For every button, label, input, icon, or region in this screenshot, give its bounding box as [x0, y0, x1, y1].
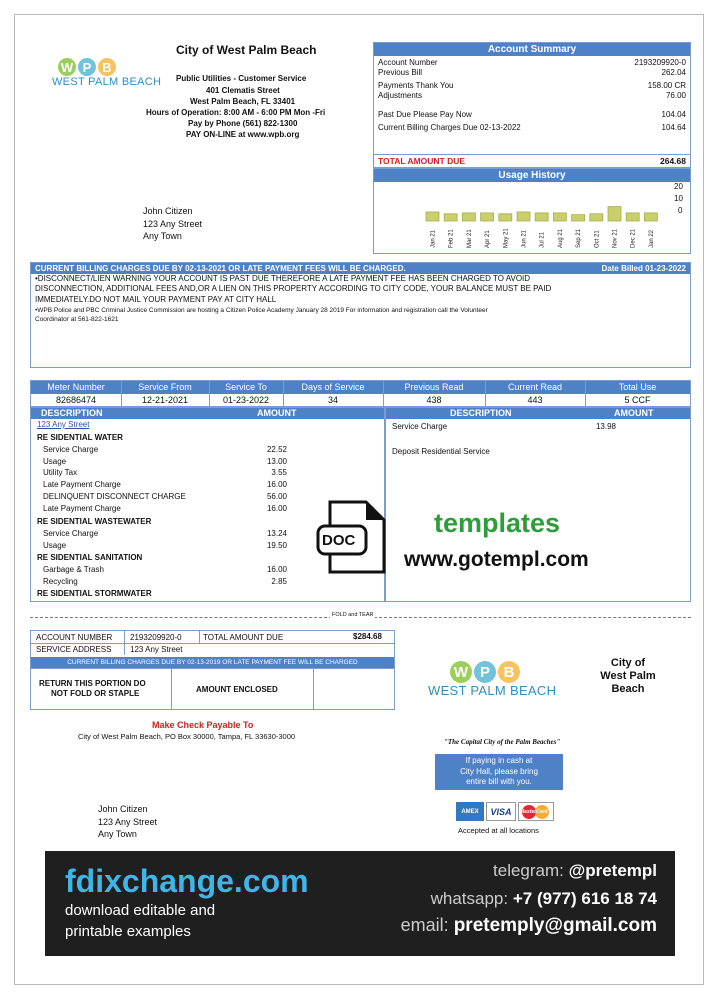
summary-row: Adjustments 76.00 — [378, 90, 686, 100]
right-item-label: Service Charge — [392, 422, 448, 431]
charge-item-amount: 19.50 — [266, 540, 287, 550]
charge-item-amount: 13.24 — [266, 529, 287, 538]
charge-item-amount: 16.00 — [266, 564, 287, 574]
notice-line: Coordinator at 561-822-1621 — [35, 316, 119, 323]
stub-acct-value: 2193209920-0 — [130, 633, 182, 642]
customer-town: Any Town — [143, 231, 182, 241]
promo-brand: fdixchange.com — [65, 863, 309, 899]
return-line: NOT FOLD OR STAPLE — [51, 689, 140, 698]
charge-item-amount: 22.52 — [266, 445, 287, 454]
usage-x-label: Jan 21 — [430, 229, 437, 248]
mastercard-label: MasterCard — [520, 809, 548, 815]
cash-line: City Hall, please bring — [460, 766, 538, 776]
whatsapp-line: whatsapp: +7 (977) 616 18 74 — [430, 889, 657, 908]
usage-chart — [374, 183, 690, 253]
meter-hdr: Service From — [138, 382, 192, 392]
usage-bar — [517, 212, 530, 221]
amt-hdr-left: AMOUNT — [257, 408, 297, 418]
stub-svc-value: 123 Any Street — [130, 645, 183, 654]
customer-street: 123 Any Street — [143, 219, 203, 229]
charge-item-label: Service Charge — [43, 445, 99, 454]
charge-section-title: RE SIDENTIAL SANITATION — [37, 553, 143, 562]
meter-val: 443 — [527, 395, 543, 405]
usage-bar — [462, 213, 475, 221]
charge-item-label: Service Charge — [43, 529, 99, 538]
account-summary — [373, 42, 691, 168]
meter-table — [30, 380, 691, 407]
logo-letter-b: B — [498, 661, 520, 683]
total-due-row: TOTAL AMOUNT DUE 264.68 — [378, 156, 686, 166]
visa-icon: VISA — [486, 802, 516, 821]
charge-item-amount: 16.00 — [266, 480, 287, 489]
mastercard-icon — [518, 802, 554, 821]
meter-val: 82686474 — [55, 395, 97, 405]
usage-bar — [426, 212, 439, 221]
stub-total-value: $284.68 — [353, 632, 382, 641]
meter-hdr: Days of Service — [301, 382, 365, 392]
telegram-line: telegram: @pretempl — [493, 861, 657, 880]
dept-line: Public Utilities - Customer Service — [176, 74, 307, 83]
y-tick-20: 20 — [674, 182, 683, 191]
usage-history — [373, 168, 691, 254]
charge-item-amount: 2.85 — [271, 576, 287, 586]
city-state-line: West Palm Beach, FL 33401 — [190, 97, 296, 106]
amt-hdr-right: AMOUNT — [614, 408, 654, 418]
summary-row: Past Due Please Pay Now 104.04 — [378, 110, 686, 119]
notice-box — [30, 262, 691, 368]
y-tick-10: 10 — [674, 194, 683, 203]
wpb-logo — [52, 58, 161, 88]
charge-item-amount: 3.55 — [271, 468, 287, 477]
promo-sub: download editable and — [65, 902, 216, 919]
payable-title: Make Check Payable To — [152, 720, 254, 730]
notice-line: DISCONNECTION, ADDITIONAL FEES AND,OR A LIEN ON THIS PROPERTY ACCORDING TO CITY CODE, YOUR BALANCE MUST BE PAID — [35, 284, 552, 293]
usage-x-label: May 21 — [503, 228, 510, 248]
usage-x-label: Apr 21 — [485, 230, 492, 248]
right-item-label: Deposit Residential Service — [392, 447, 490, 456]
charge-item-amount: 16.00 — [266, 504, 287, 513]
usage-x-label: Dec 21 — [630, 228, 637, 248]
charge-item-label: DELINQUENT DISCONNECT CHARGE — [43, 492, 186, 501]
desc-hdr-left: DESCRIPTION — [41, 408, 103, 418]
usage-x-label: Aug 21 — [557, 228, 564, 248]
summary-row: Previous Bill 262.04 — [378, 67, 686, 77]
amex-icon: AMEX — [456, 802, 484, 821]
usage-x-label: Mar 21 — [466, 229, 473, 248]
summary-row: Payments Thank You 158.00 CR — [378, 81, 686, 90]
usage-x-label: Oct 21 — [594, 230, 601, 248]
stub-total-label: TOTAL AMOUNT DUE — [203, 633, 284, 642]
logo-text: WEST PALM BEACH — [52, 76, 162, 88]
stub-wpb-logo — [428, 661, 556, 698]
usage-bar — [553, 213, 566, 221]
usage-x-label: Jul 21 — [539, 231, 546, 248]
meter-val: 12-21-2021 — [141, 395, 189, 405]
meter-hdr: Current Read — [507, 382, 563, 392]
summary-row: Account Number 2193209920-0 — [378, 58, 686, 67]
city-title: City of West Palm Beach — [176, 43, 317, 57]
stub-customer-town: Any Town — [98, 829, 137, 839]
meter-val: 34 — [327, 395, 338, 405]
logo-letter-b: B — [98, 58, 116, 76]
desc-hdr-right: DESCRIPTION — [450, 408, 512, 418]
cash-notice — [435, 754, 563, 790]
stub-table — [30, 630, 395, 710]
meter-val: 5 CCF — [624, 395, 651, 405]
city-line: Beach — [611, 683, 645, 695]
stub-customer-name: John Citizen — [98, 804, 148, 814]
usage-bar — [644, 213, 657, 221]
meter-val: 01-23-2022 — [222, 395, 270, 405]
card-logos — [456, 802, 554, 821]
notice-header: CURRENT BILLING CHARGES DUE BY 02-13-2021 OR LATE PAYMENT FEES WILL BE CHARGED. — [35, 264, 406, 273]
phone-line: Pay by Phone (561) 822-1300 — [188, 119, 298, 128]
notice-line: •WPB Police and PBC Criminal Justice Commission are hosting a Citizen Police Academy January 28 2019 For information and registration call the Volunteer — [35, 307, 488, 314]
usage-bar — [626, 213, 639, 221]
usage-x-label: Jan 22 — [648, 229, 655, 248]
meter-val: 438 — [426, 395, 442, 405]
usage-bar — [572, 215, 585, 221]
online-line: PAY ON-LINE at www.wpb.org — [186, 130, 300, 139]
return-line: RETURN THIS PORTION DO — [39, 679, 146, 688]
fold-text: FOLD and TEAR — [332, 612, 374, 618]
usage-bar — [499, 214, 512, 221]
charge-section-title: RE SIDENTIAL WATER — [37, 433, 123, 442]
usage-bar — [608, 207, 621, 221]
logo-letter-w: W — [58, 58, 76, 76]
charge-item-label: Late Payment Charge — [43, 504, 121, 513]
summary-row: Current Billing Charges Due 02-13-2022 104.64 — [378, 122, 686, 132]
charge-section-title: RE SIDENTIAL STORMWATER — [37, 588, 152, 598]
meter-hdr: Previous Read — [404, 382, 464, 392]
city-line: City of — [610, 657, 646, 669]
account-summary-title: Account Summary — [374, 43, 690, 56]
customer-name: John Citizen — [143, 206, 193, 216]
usage-x-label: Feb 21 — [448, 229, 455, 248]
usage-x-label: Sep 21 — [576, 228, 583, 248]
logo-letter-w: W — [450, 661, 472, 683]
right-item-amount: 13.98 — [595, 422, 616, 431]
amount-enclosed-label: AMOUNT ENCLOSED — [196, 685, 278, 694]
meter-hdr: Total Use — [618, 382, 657, 392]
usage-bar — [481, 213, 494, 221]
payable-address: City of West Palm Beach, PO Box 30000, Tampa, FL 33630-3000 — [78, 732, 296, 741]
meter-hdr: Meter Number — [47, 382, 105, 392]
accepted-text: Accepted at all locations — [458, 826, 539, 835]
date-billed: Date Billed 01-23-2022 — [601, 264, 686, 273]
y-tick-0: 0 — [678, 206, 683, 215]
promo-banner — [45, 851, 675, 956]
usage-history-title: Usage History — [374, 169, 690, 182]
watermark-url: www.gotempl.com — [404, 548, 589, 571]
charge-item-amount: 13.00 — [266, 456, 287, 466]
charge-item-label: Recycling — [43, 576, 78, 586]
cash-line: entire bill with you. — [466, 777, 532, 786]
notice-line: •DISCONNECT/LIEN WARNING YOUR ACCOUNT IS PAST DUE THEREFORE A LATE PAYMENT FEE HAS BEEN CHARGED TO AVOID — [35, 274, 531, 283]
city-line: West Palm — [600, 670, 656, 682]
charge-section-title: RE SIDENTIAL WASTEWATER — [37, 517, 152, 526]
stub-customer-street: 123 Any Street — [98, 817, 158, 827]
charge-item-label: Utility Tax — [43, 468, 78, 477]
meter-hdr: Service To — [225, 382, 267, 392]
doc-file-icon — [316, 500, 386, 574]
stub-city-name — [590, 657, 666, 696]
street-line: 401 Clematis Street — [206, 86, 280, 95]
service-address-link[interactable]: 123 Any Street — [37, 420, 90, 429]
charge-item-amount: 56.00 — [266, 492, 287, 501]
charge-item-label: Usage — [43, 540, 67, 550]
hours-line: Hours of Operation: 8:00 AM - 6:00 PM Mon -Fri — [146, 108, 326, 117]
doc-label: DOC — [322, 532, 356, 549]
promo-sub: printable examples — [65, 923, 191, 940]
charge-item-label: Usage — [43, 456, 67, 466]
watermark-templates: templates — [434, 508, 561, 538]
stub-acct-label: ACCOUNT NUMBER — [36, 633, 113, 642]
stub-svc-label: SERVICE ADDRESS — [36, 645, 112, 654]
charges-right — [385, 407, 691, 602]
logo-letter-p: P — [78, 58, 96, 76]
stub-banner: CURRENT BILLING CHARGES DUE BY 02-13-2019 OR LATE PAYMENT FEE WILL BE CHARGED — [31, 657, 394, 668]
logo-letter-p: P — [474, 661, 496, 683]
usage-x-label: Jun 21 — [521, 229, 528, 248]
charge-item-label: Late Payment Charge — [43, 480, 121, 489]
notice-line: IMMEDIATELY.DO NOT MAIL YOUR PAYMENT PAY AT CITY HALL — [35, 295, 277, 304]
email-line: email: pretemply@gmail.com — [400, 915, 657, 936]
logo-text: WEST PALM BEACH — [428, 683, 557, 698]
usage-bar — [590, 214, 603, 221]
cash-line: If paying in cash at — [465, 756, 533, 765]
motto: "The Capital City of the Palm Beaches" — [444, 738, 561, 746]
usage-bar — [444, 214, 457, 221]
usage-x-label: Nov 21 — [612, 228, 619, 248]
usage-bar — [535, 213, 548, 221]
charge-item-label: Garbage & Trash — [43, 564, 104, 574]
